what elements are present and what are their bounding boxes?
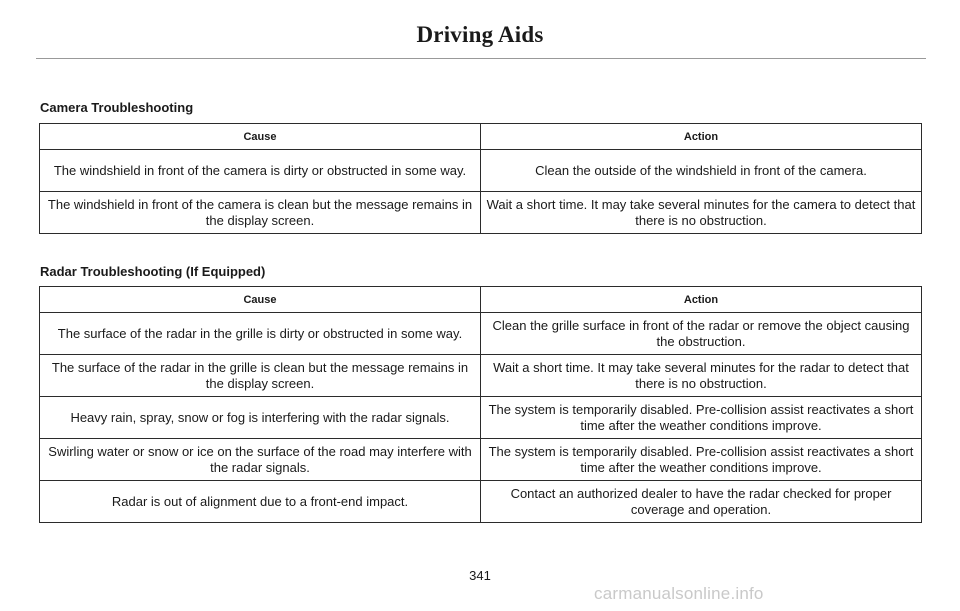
column-header-cause: Cause bbox=[40, 124, 481, 150]
watermark-text: carmanualsonline.info bbox=[594, 584, 764, 603]
table-row bbox=[40, 481, 922, 523]
action-cell: Contact an authorized dealer to have the radar checked for proper coverage and operation. bbox=[481, 481, 922, 523]
table-row bbox=[40, 313, 922, 355]
action-cell: The system is temporarily disabled. Pre-collision assist reactivates a short time after the weather conditions improve. bbox=[481, 439, 922, 481]
table-row bbox=[40, 192, 922, 234]
table-row bbox=[40, 439, 922, 481]
table-header-row bbox=[40, 124, 922, 150]
action-cell: Clean the grille surface in front of the radar or remove the object causing the obstruction. bbox=[481, 313, 922, 355]
action-cell: The system is temporarily disabled. Pre-collision assist reactivates a short time after the weather conditions improve. bbox=[481, 397, 922, 439]
cause-cell: The surface of the radar in the grille is clean but the message remains in the display screen. bbox=[40, 355, 481, 397]
action-cell: Wait a short time. It may take several minutes for the radar to detect that there is no obstruction. bbox=[481, 355, 922, 397]
cause-cell: The windshield in front of the camera is dirty or obstructed in some way. bbox=[40, 150, 481, 192]
camera-troubleshooting-table bbox=[39, 123, 922, 234]
radar-troubleshooting-table bbox=[39, 286, 922, 523]
column-header-action: Action bbox=[481, 124, 922, 150]
action-cell: Wait a short time. It may take several minutes for the camera to detect that there is no obstruction. bbox=[481, 192, 922, 234]
header-divider bbox=[36, 58, 926, 59]
page-header-title: Driving Aids bbox=[416, 22, 544, 47]
cause-cell: Heavy rain, spray, snow or fog is interfering with the radar signals. bbox=[40, 397, 481, 439]
action-cell: Clean the outside of the windshield in front of the camera. bbox=[481, 150, 922, 192]
column-header-cause: Cause bbox=[40, 287, 481, 313]
camera-section-title: Camera Troubleshooting bbox=[40, 100, 194, 115]
cause-cell: The surface of the radar in the grille is dirty or obstructed in some way. bbox=[40, 313, 481, 355]
cause-cell: Radar is out of alignment due to a front-end impact. bbox=[40, 481, 481, 523]
table-row bbox=[40, 150, 922, 192]
table-row bbox=[40, 355, 922, 397]
cause-cell: The windshield in front of the camera is clean but the message remains in the display screen. bbox=[40, 192, 481, 234]
page-number: 341 bbox=[469, 568, 491, 583]
radar-section-title: Radar Troubleshooting (If Equipped) bbox=[40, 264, 266, 279]
table-header-row bbox=[40, 287, 922, 313]
table-row bbox=[40, 397, 922, 439]
cause-cell: Swirling water or snow or ice on the surface of the road may interfere with the radar signals. bbox=[40, 439, 481, 481]
column-header-action: Action bbox=[481, 287, 922, 313]
